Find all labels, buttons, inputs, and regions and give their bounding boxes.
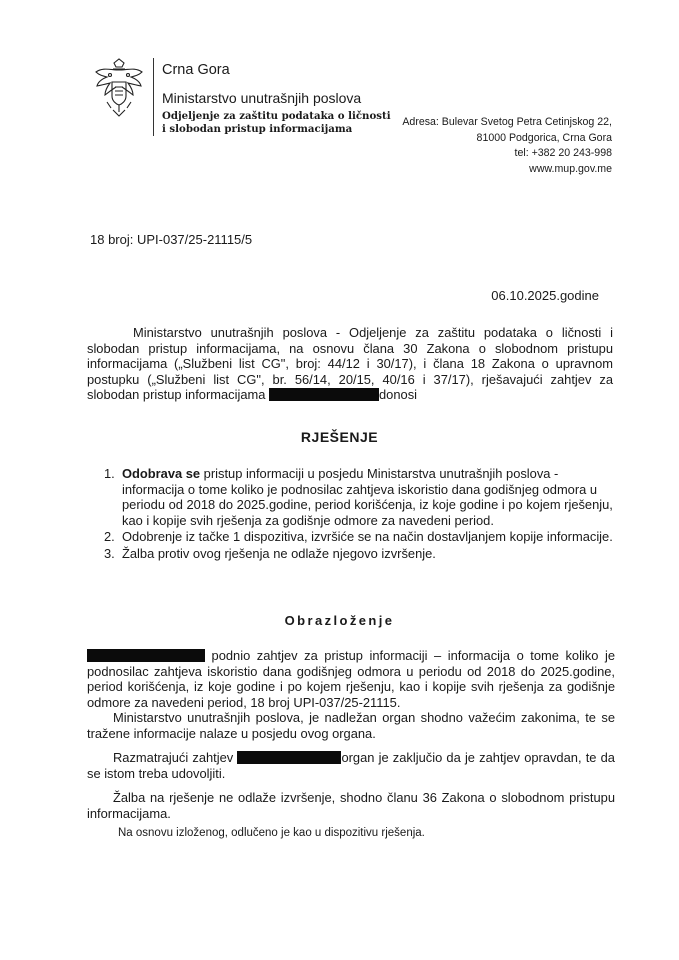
dispositive-item xyxy=(98,546,618,562)
reasoning-body xyxy=(87,648,615,821)
address-block xyxy=(402,115,612,177)
reference-number: 18 broj: UPI-037/25-21115/5 xyxy=(90,232,253,247)
reasoning-title: Obrazloženje xyxy=(284,613,395,628)
intro-text: Ministarstvo unutrašnjih poslova - Odjeljenje za zaštitu podataka o ličnosti i slobodan pristup informacijama, na osnovu člana 30 Zakona o slobodnom pristupu informacijama („Službeni list CG", broj: 44/12 i 30/17), i člana 18 Zakona o upravnom postupku („Službeni list CG", br. 56/14, 20/15, 40/16 i 37/17), rješavajući zahtjev za slobodan pristup informacijama xyxy=(87,325,613,402)
reasoning-paragraph-4: Žalba na rješenje ne odlaže izvršenje, shodno članu 36 Zakona o slobodnom pristupu informacijama. xyxy=(87,790,615,821)
header-divider xyxy=(153,58,154,136)
reasoning-paragraph-1 xyxy=(87,648,615,710)
item-text: pristup informaciji u posjedu Ministarstva unutrašnjih poslova - informacija o tome koliko je podnosilac zahtjeva iskoristio dana godišnjeg odmora u periodu od 2018 do 2025.godine, period korišćenja, iz koje godine i po kojem rješenju, kao i kopije svih rješenja za godišnje odmore za navedeni period. xyxy=(122,466,613,528)
reasoning-text-3b: organ je zaključio da je zahtjev opravdan, te da se istom treba udovoljiti. xyxy=(87,750,615,781)
country-name: Crna Gora xyxy=(162,62,230,78)
department-line-1: Odjeljenje za zaštitu podataka o ličnosti xyxy=(162,110,391,122)
reasoning-text-3a: Razmatrajući zahtjev xyxy=(113,750,234,765)
item-text: Odobrenje iz tačke 1 dispozitiva, izvršiće se na način dostavljanjem kopije informacije. xyxy=(122,529,613,544)
conclusion-text: Na osnovu izloženog, odlučeno je kao u dispozitivu rješenja. xyxy=(118,827,425,839)
reasoning-paragraph-3 xyxy=(87,750,615,781)
ministry-name: Ministarstvo unutrašnjih poslova xyxy=(162,90,362,106)
item-number: 3. xyxy=(104,545,115,561)
department-line-2: i slobodan pristup informacijama xyxy=(162,123,353,135)
reasoning-text-1: podnio zahtjev za pristup informaciji – informacija o tome koliko je podnosilac zahtjeva iskoristio dana godišnjeg odmora u periodu od 2018 do 2025.godine, period korišćenja, iz koje godine i po kojem rješenju, kao i kopije svih rješenja za godišnje odmore za navedeni period, 18 broj UPI-037/25-21115. xyxy=(87,648,615,710)
coat-of-arms-icon xyxy=(93,58,145,120)
decision-title: RJEŠENJE xyxy=(300,429,379,445)
redacted-name xyxy=(269,388,379,401)
item-text: Žalba protiv ovog rješenja ne odlaže njegovo izvršenje. xyxy=(122,545,436,561)
dispositive-item xyxy=(98,466,618,528)
department-name xyxy=(162,110,391,136)
address-phone: tel: +382 20 243-998 xyxy=(514,147,612,159)
document-date: 06.10.2025.godine xyxy=(491,288,599,303)
item-number: 1. xyxy=(104,466,115,481)
item-number: 2. xyxy=(104,529,115,544)
dispositive-item xyxy=(98,529,618,545)
intro-paragraph xyxy=(87,325,613,403)
reasoning-paragraph-2: Ministarstvo unutrašnjih poslova, je nadležan organ shodno važećim zakonima, te se tražene informacije nalaze u posjedu ovog organa. xyxy=(87,710,615,741)
address-city: 81000 Podgorica, Crna Gora xyxy=(476,131,612,144)
address-website: www.mup.gov.me xyxy=(529,162,612,175)
redacted-name xyxy=(87,649,205,662)
redacted-name xyxy=(237,751,341,764)
intro-tail: donosi xyxy=(379,387,418,402)
dispositive-list xyxy=(98,466,618,562)
address-street: Adresa: Bulevar Svetog Petra Cetinjskog 22, xyxy=(402,116,612,128)
item-bold-lead: Odobrava se xyxy=(122,466,201,481)
